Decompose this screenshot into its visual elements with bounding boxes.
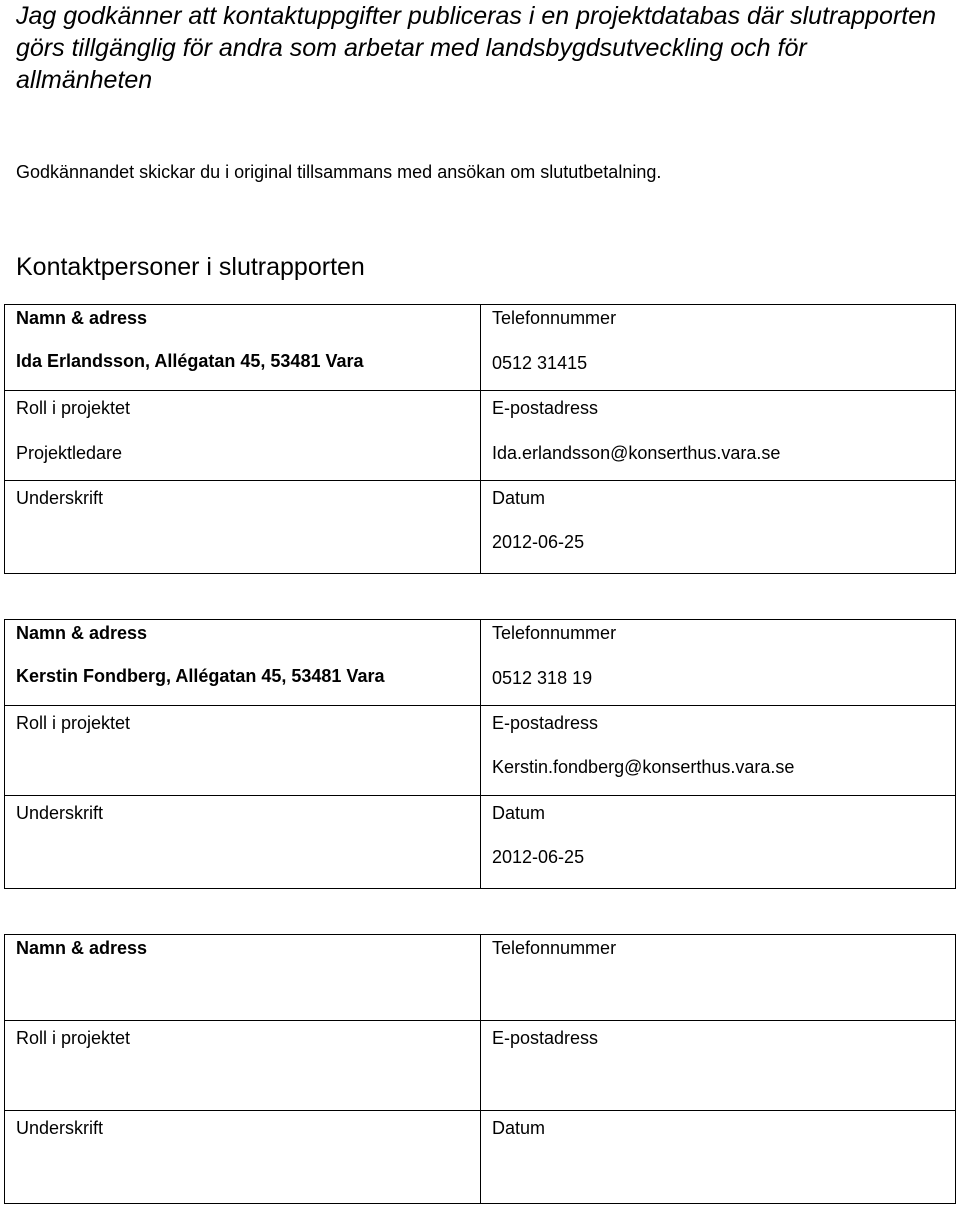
date-label: Datum	[492, 1118, 546, 1138]
row-divider	[5, 795, 481, 796]
phone-value[interactable]: 0512 31415	[492, 353, 588, 373]
signature-label: Underskrift	[16, 1118, 104, 1138]
contact-box-3	[4, 934, 956, 1204]
signature-label: Underskrift	[16, 488, 104, 508]
phone-label: Telefonnummer	[492, 623, 617, 643]
date-value[interactable]: 2012-06-25	[492, 532, 585, 552]
role-value[interactable]: Projektledare	[16, 443, 123, 463]
column-divider	[480, 620, 481, 888]
date-value[interactable]: 2012-06-25	[492, 847, 585, 867]
email-value[interactable]: Ida.erlandsson@konserthus.vara.se	[492, 443, 781, 463]
row-divider	[5, 480, 955, 481]
phone-value[interactable]: 0512 318 19	[492, 668, 593, 688]
date-label: Datum	[492, 488, 546, 508]
row-divider	[5, 1020, 955, 1021]
section-title: Kontaktpersoner i slutrapporten	[16, 253, 365, 281]
row-divider	[481, 390, 955, 391]
column-divider	[480, 305, 481, 573]
column-divider	[480, 935, 481, 1203]
name-address-label: Namn & adress	[16, 938, 148, 958]
signature-label: Underskrift	[16, 803, 104, 823]
name-address-label: Namn & adress	[16, 308, 148, 328]
row-divider	[5, 1110, 955, 1111]
role-label: Roll i projektet	[16, 398, 131, 418]
name-address-label: Namn & adress	[16, 623, 148, 643]
consent-heading: Jag godkänner att kontaktuppgifter publiceras i en projektdatabas där slutrapporten görs tillgänglig för andra som arbetar med landsbygdsutveckling och för allmänheten	[16, 2, 937, 94]
role-label: Roll i projektet	[16, 1028, 131, 1048]
row-divider	[481, 705, 955, 706]
consent-note: Godkännandet skickar du i original tillsammans med ansökan om slututbetalning.	[16, 162, 662, 182]
contact-box-2	[4, 619, 956, 889]
contact-box-1	[4, 304, 956, 574]
row-divider	[5, 390, 481, 391]
phone-label: Telefonnummer	[492, 308, 617, 328]
email-label: E-postadress	[492, 1028, 599, 1048]
phone-label: Telefonnummer	[492, 938, 617, 958]
row-divider	[5, 705, 481, 706]
date-label: Datum	[492, 803, 546, 823]
name-address-value[interactable]: Ida Erlandsson, Allégatan 45, 53481 Vara	[16, 351, 364, 371]
name-address-value[interactable]: Kerstin Fondberg, Allégatan 45, 53481 Vara	[16, 666, 385, 686]
row-divider	[481, 795, 955, 796]
role-label: Roll i projektet	[16, 713, 131, 733]
email-value[interactable]: Kerstin.fondberg@konserthus.vara.se	[492, 757, 795, 777]
email-label: E-postadress	[492, 398, 599, 418]
email-label: E-postadress	[492, 713, 599, 733]
